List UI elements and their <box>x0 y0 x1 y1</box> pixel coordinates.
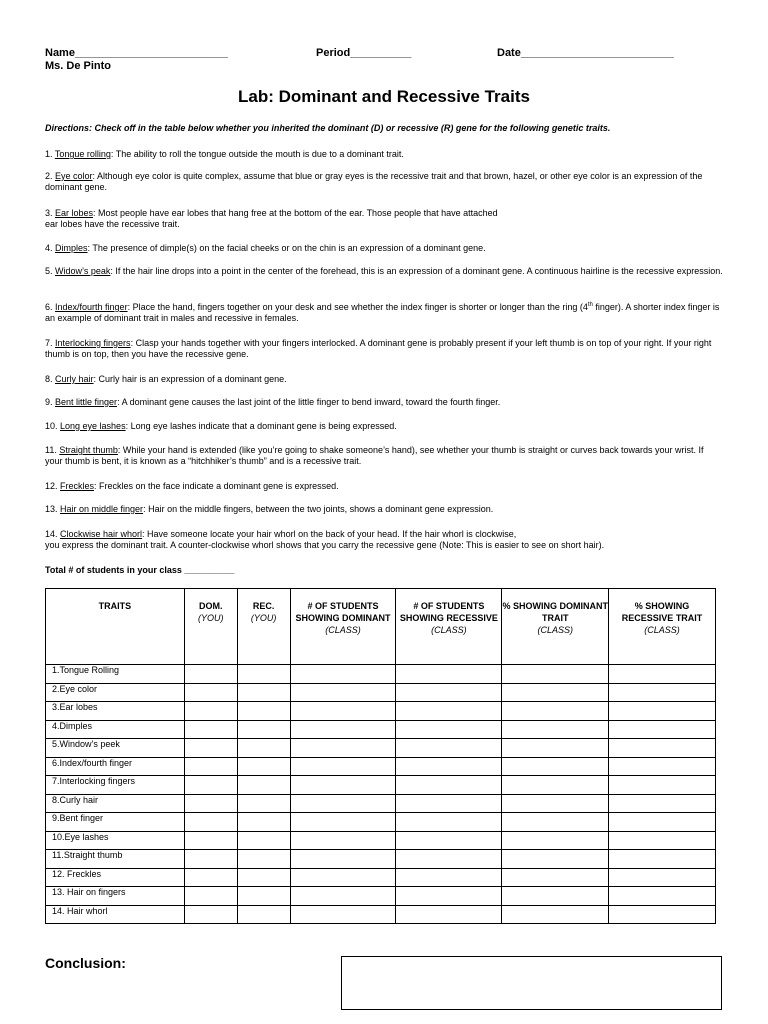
table-row <box>46 702 716 721</box>
trait-text: : Long eye lashes indicate that a dominant gene is being expressed. <box>125 421 397 431</box>
trait-cell: 9.Bent finger <box>46 813 185 832</box>
column-header-title: % SHOWING DOMINANT TRAIT <box>502 601 608 623</box>
trait-text-continued: finger). A shorter index finger is an example of dominant trait in males and recessive in females. <box>45 302 720 323</box>
date-field-label: Date_________________________ <box>497 47 674 59</box>
trait-cell: 2.Eye color <box>46 683 185 702</box>
trait-text: : Curly hair is an expression of a dominant gene. <box>93 374 287 384</box>
period-field-label: Period__________ <box>316 47 412 59</box>
entry-cell[interactable] <box>502 794 609 813</box>
table-row <box>46 905 716 924</box>
column-header-subtitle: (YOU) <box>250 613 277 623</box>
entry-cell[interactable] <box>290 683 396 702</box>
trait-item <box>45 529 723 551</box>
column-header-title: REC. <box>252 601 275 611</box>
entry-cell[interactable] <box>609 720 716 739</box>
entry-cell[interactable] <box>290 794 396 813</box>
entry-cell[interactable] <box>396 868 502 887</box>
entry-cell[interactable] <box>184 720 237 739</box>
entry-cell[interactable] <box>609 850 716 869</box>
trait-cell: 10.Eye lashes <box>46 831 185 850</box>
trait-item <box>45 397 723 408</box>
entry-cell[interactable] <box>396 905 502 924</box>
table-row <box>46 665 716 684</box>
entry-cell[interactable] <box>290 887 396 906</box>
directions: Directions: Check off in the table below whether you inherited the dominant (D) or recessive (R) gene for the following genetic traits. <box>45 123 611 133</box>
entry-cell[interactable] <box>502 757 609 776</box>
column-header-subtitle: (CLASS) <box>325 625 361 635</box>
column-header <box>184 589 237 665</box>
entry-cell[interactable] <box>502 905 609 924</box>
entry-cell[interactable] <box>237 665 290 684</box>
trait-cell: 14. Hair whorl <box>46 905 185 924</box>
entry-cell[interactable] <box>184 813 237 832</box>
entry-cell[interactable] <box>237 850 290 869</box>
trait-text: : Most people have ear lobes that hang free at the bottom of the ear. Those people that have attached <box>93 208 498 218</box>
table-row <box>46 813 716 832</box>
entry-cell[interactable] <box>396 776 502 795</box>
conclusion-box[interactable] <box>341 956 722 1010</box>
trait-text: : The ability to roll the tongue outside the mouth is due to a dominant trait. <box>110 149 404 159</box>
column-header-subtitle: (CLASS) <box>537 625 573 635</box>
column-header <box>609 589 716 665</box>
table-row <box>46 850 716 869</box>
trait-text-continued: you express the dominant trait. A counter-clockwise whorl shows that you carry the recessive gene (Note: This is easier to see on short hair). <box>45 540 605 550</box>
entry-cell[interactable] <box>609 905 716 924</box>
entry-cell[interactable] <box>396 739 502 758</box>
trait-number: 3. <box>45 208 56 218</box>
name-field-label: Name_________________________ <box>45 47 228 59</box>
trait-text: : If the hair line drops into a point in the center of the forehead, this is an expression of a dominant gene. A continuous hairline is the recessive expression. <box>110 266 723 276</box>
total-students-label: Total # of students in your class __________ <box>45 565 235 575</box>
entry-cell[interactable] <box>237 683 290 702</box>
entry-cell[interactable] <box>237 702 290 721</box>
entry-cell[interactable] <box>502 776 609 795</box>
entry-cell[interactable] <box>290 776 396 795</box>
trait-name: Widow’s peak <box>55 266 111 276</box>
page-title: Lab: Dominant and Recessive Traits <box>238 87 530 106</box>
entry-cell[interactable] <box>184 868 237 887</box>
trait-text: : Although eye color is quite complex, assume that blue or gray eyes is the recessive trait and that brown, hazel, or other eye color is an expression of the dominant gene. <box>45 171 703 192</box>
trait-number: 7. <box>45 338 56 348</box>
conclusion-label: Conclusion: <box>45 955 126 971</box>
trait-number: 6. <box>45 302 56 312</box>
entry-cell[interactable] <box>396 850 502 869</box>
table-row <box>46 868 716 887</box>
entry-cell[interactable] <box>396 887 502 906</box>
trait-name: Index/fourth finger <box>55 302 128 312</box>
table-row <box>46 887 716 906</box>
trait-name: Eye color <box>55 171 93 181</box>
entry-cell[interactable] <box>502 702 609 721</box>
trait-name: Freckles <box>60 481 95 491</box>
entry-cell[interactable] <box>184 739 237 758</box>
trait-number: 12. <box>45 481 61 491</box>
column-header-title: # OF STUDENTS SHOWING DOMINANT <box>295 601 391 623</box>
column-header <box>290 589 396 665</box>
trait-text: : Place the hand, fingers together on your desk and see whether the index finger is shorter or longer than the ring (4 <box>127 302 588 312</box>
trait-name: Long eye lashes <box>60 421 126 431</box>
trait-number: 5. <box>45 266 56 276</box>
trait-text-continued: ear lobes have the recessive trait. <box>45 219 180 229</box>
traits-table <box>45 588 716 924</box>
entry-cell[interactable] <box>184 702 237 721</box>
entry-cell[interactable] <box>290 831 396 850</box>
table-row <box>46 776 716 795</box>
column-header-title: DOM. <box>198 601 223 611</box>
trait-item <box>45 302 723 324</box>
trait-item <box>45 481 723 492</box>
entry-cell[interactable] <box>396 665 502 684</box>
trait-item <box>45 445 723 467</box>
entry-cell[interactable] <box>237 831 290 850</box>
trait-number: 8. <box>45 374 56 384</box>
column-header <box>502 589 609 665</box>
entry-cell[interactable] <box>184 776 237 795</box>
entry-cell[interactable] <box>290 813 396 832</box>
trait-name: Interlocking fingers <box>55 338 131 348</box>
trait-item <box>45 208 723 230</box>
column-header-subtitle: (CLASS) <box>644 625 680 635</box>
entry-cell[interactable] <box>184 850 237 869</box>
trait-text: : The presence of dimple(s) on the facial cheeks or on the chin is an expression of a dominant gene. <box>87 243 486 253</box>
trait-item <box>45 374 723 385</box>
table-row <box>46 831 716 850</box>
trait-name: Tongue rolling <box>54 149 111 159</box>
trait-cell: 5.Window’s peek <box>46 739 185 758</box>
entry-cell[interactable] <box>502 739 609 758</box>
trait-cell: 4.Dimples <box>46 720 185 739</box>
trait-name: Straight thumb <box>59 445 118 455</box>
trait-item <box>45 243 723 254</box>
trait-name: Bent little finger <box>55 397 118 407</box>
trait-name: Curly hair <box>55 374 94 384</box>
entry-cell[interactable] <box>396 683 502 702</box>
trait-cell: 6.Index/fourth finger <box>46 757 185 776</box>
column-header <box>46 589 185 665</box>
trait-cell: 11.Straight thumb <box>46 850 185 869</box>
entry-cell[interactable] <box>290 702 396 721</box>
trait-cell: 3.Ear lobes <box>46 702 185 721</box>
entry-cell[interactable] <box>290 665 396 684</box>
entry-cell[interactable] <box>290 739 396 758</box>
trait-text: : A dominant gene causes the last joint of the little finger to bend inward, toward the fourth finger. <box>117 397 501 407</box>
entry-cell[interactable] <box>290 850 396 869</box>
entry-cell[interactable] <box>290 905 396 924</box>
table-row <box>46 739 716 758</box>
entry-cell[interactable] <box>609 739 716 758</box>
entry-cell[interactable] <box>237 905 290 924</box>
entry-cell[interactable] <box>609 683 716 702</box>
entry-cell[interactable] <box>609 794 716 813</box>
trait-cell: 1.Tongue Rolling <box>46 665 185 684</box>
entry-cell[interactable] <box>290 868 396 887</box>
trait-name: Dimples <box>55 243 88 253</box>
entry-cell[interactable] <box>237 776 290 795</box>
teacher-name: Ms. De Pinto <box>45 60 112 72</box>
entry-cell[interactable] <box>396 794 502 813</box>
trait-number: 13. <box>45 504 61 514</box>
entry-cell[interactable] <box>237 887 290 906</box>
entry-cell[interactable] <box>237 813 290 832</box>
entry-cell[interactable] <box>184 683 237 702</box>
trait-superscript: th <box>587 302 593 308</box>
entry-cell[interactable] <box>502 720 609 739</box>
trait-item <box>45 421 723 432</box>
entry-cell[interactable] <box>184 887 237 906</box>
trait-name: Ear lobes <box>55 208 94 218</box>
entry-cell[interactable] <box>609 665 716 684</box>
trait-number: 2. <box>45 171 56 181</box>
table-row <box>46 720 716 739</box>
entry-cell[interactable] <box>609 868 716 887</box>
trait-text: : Freckles on the face indicate a dominant gene is expressed. <box>94 481 339 491</box>
entry-cell[interactable] <box>184 905 237 924</box>
entry-cell[interactable] <box>502 868 609 887</box>
entry-cell[interactable] <box>609 831 716 850</box>
trait-cell: 8.Curly hair <box>46 794 185 813</box>
column-header-subtitle: (YOU) <box>197 613 224 623</box>
entry-cell[interactable] <box>396 757 502 776</box>
trait-number: 9. <box>45 397 56 407</box>
column-header <box>396 589 502 665</box>
table-row <box>46 683 716 702</box>
trait-number: 4. <box>45 243 56 253</box>
trait-number: 11. <box>45 445 60 455</box>
entry-cell[interactable] <box>237 720 290 739</box>
trait-item <box>45 338 723 360</box>
entry-cell[interactable] <box>502 887 609 906</box>
entry-cell[interactable] <box>396 720 502 739</box>
entry-cell[interactable] <box>237 794 290 813</box>
trait-text: : Clasp your hands together with your fingers interlocked. A dominant gene is probably present if your left thumb is on top of your right. If your right thumb is on top, then you have the recessive gene. <box>45 338 712 359</box>
trait-number: 1. <box>45 149 55 159</box>
trait-text: : Hair on the middle fingers, between the two joints, shows a dominant gene expression. <box>143 504 494 514</box>
column-header-title: # OF STUDENTS SHOWING RECESSIVE <box>399 601 498 623</box>
trait-number: 10. <box>45 421 61 431</box>
trait-item <box>45 504 723 515</box>
entry-cell[interactable] <box>237 739 290 758</box>
column-header-title: % SHOWING RECESSIVE TRAIT <box>621 601 703 623</box>
trait-text: : Have someone locate your hair whorl on the back of your head. If the hair whorl is clockwise, <box>142 529 517 539</box>
table-row <box>46 794 716 813</box>
entry-cell[interactable] <box>290 757 396 776</box>
entry-cell[interactable] <box>237 757 290 776</box>
trait-cell: 13. Hair on fingers <box>46 887 185 906</box>
trait-cell: 7.Interlocking fingers <box>46 776 185 795</box>
trait-name: Hair on middle finger <box>60 504 144 514</box>
entry-cell[interactable] <box>184 757 237 776</box>
trait-name: Clockwise hair whorl <box>60 529 143 539</box>
column-header-title: TRAITS <box>98 601 132 611</box>
column-header-subtitle: (CLASS) <box>431 625 467 635</box>
entry-cell[interactable] <box>396 831 502 850</box>
entry-cell[interactable] <box>290 720 396 739</box>
entry-cell[interactable] <box>502 813 609 832</box>
entry-cell[interactable] <box>502 831 609 850</box>
trait-item <box>45 149 723 160</box>
entry-cell[interactable] <box>184 794 237 813</box>
trait-number: 14. <box>45 529 61 539</box>
entry-cell[interactable] <box>609 887 716 906</box>
trait-text: : While your hand is extended (like you’re going to shake someone’s hand), see whether your thumb is straight or curves back towards your wrist. If your thumb is bent, it is known as a “hitchhiker’s thumb” and is a recessive trait. <box>45 445 704 466</box>
trait-item <box>45 266 723 277</box>
entry-cell[interactable] <box>609 757 716 776</box>
entry-cell[interactable] <box>502 683 609 702</box>
column-header <box>237 589 290 665</box>
entry-cell[interactable] <box>184 665 237 684</box>
trait-item <box>45 171 723 193</box>
entry-cell[interactable] <box>502 850 609 869</box>
trait-cell: 12. Freckles <box>46 868 185 887</box>
entry-cell[interactable] <box>184 831 237 850</box>
entry-cell[interactable] <box>237 868 290 887</box>
entry-cell[interactable] <box>396 813 502 832</box>
entry-cell[interactable] <box>609 813 716 832</box>
entry-cell[interactable] <box>609 702 716 721</box>
table-row <box>46 757 716 776</box>
entry-cell[interactable] <box>502 665 609 684</box>
entry-cell[interactable] <box>609 776 716 795</box>
entry-cell[interactable] <box>396 702 502 721</box>
table-header-row <box>46 589 716 665</box>
